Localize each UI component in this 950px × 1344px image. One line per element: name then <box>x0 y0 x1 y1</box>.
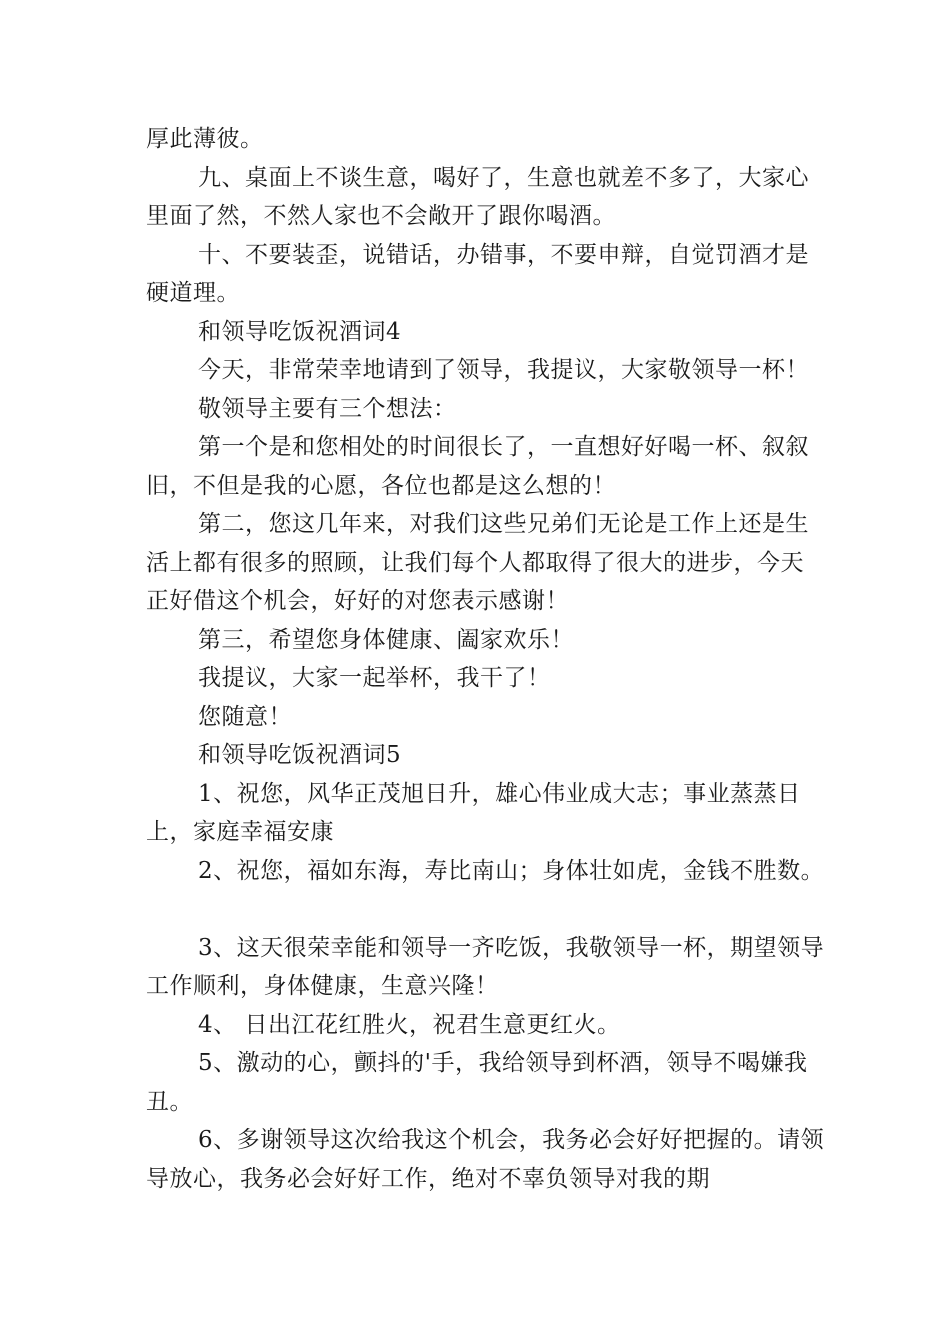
paragraph-17: 4、 日出江花红胜火，祝君生意更红火。 <box>198 1011 621 1038</box>
paragraph-8: 第二，您这几年来，对我们这些兄弟们无论是工作上还是生活上都有很多的照顾，让我们每个人都取得了很大的进步，今天正好借这个机会，好好的对您表示感谢！ <box>146 511 809 614</box>
paragraph-13: 1、祝您，风华正茂旭日升，雄心伟业成大志；事业蒸蒸日上，家庭幸福安康 <box>146 780 801 845</box>
paragraph-6: 敬领导主要有三个想法： <box>198 395 457 422</box>
paragraph-19: 6、多谢领导这次给我这个机会，我务必会好好把握的。请领导放心，我务必会好好工作，绝对不辜负领导对我的期 <box>146 1127 825 1192</box>
paragraph-10: 我提议，大家一起举杯，我干了！ <box>198 665 551 691</box>
paragraph-11: 您随意！ <box>198 703 292 730</box>
paragraph-16: 3、这天很荣幸能和领导一齐吃饭，我敬领导一杯，期望领导工作顺利，身体健康，生意兴隆！ <box>146 934 825 999</box>
paragraph-7: 第一个是和您相处的时间很长了，一直想好好喝一杯、叙叙旧，不但是我的心愿，各位也都是这么想的！ <box>146 434 809 499</box>
paragraph-2: 九、桌面上不谈生意，喝好了，生意也就差不多了，大家心里面了然，不然人家也不会敞开了跟你喝酒。 <box>146 164 809 229</box>
section-heading-5: 和领导吃饭祝酒词5 <box>198 742 402 768</box>
paragraph-9: 第三，希望您身体健康、阖家欢乐！ <box>198 626 574 653</box>
document-body <box>146 120 826 1198</box>
section-heading-4: 和领导吃饭祝酒词4 <box>198 318 402 345</box>
paragraph-3: 十、不要装歪，说错话，办错事，不要申辩，自觉罚酒才是硬道理。 <box>146 241 809 306</box>
paragraph-14: 2、祝您，福如东海，寿比南山；身体壮如虎，金钱不胜数。 <box>198 857 825 884</box>
paragraph-18: 5、激动的心，颤抖的'手，我给领导到杯酒，领导不喝嫌我丑。 <box>146 1050 808 1115</box>
paragraph-5: 今天，非常荣幸地请到了领导，我提议，大家敬领导一杯！ <box>198 357 809 383</box>
paragraph-1: 厚此薄彼。 <box>146 126 264 152</box>
blank-line <box>146 890 826 929</box>
